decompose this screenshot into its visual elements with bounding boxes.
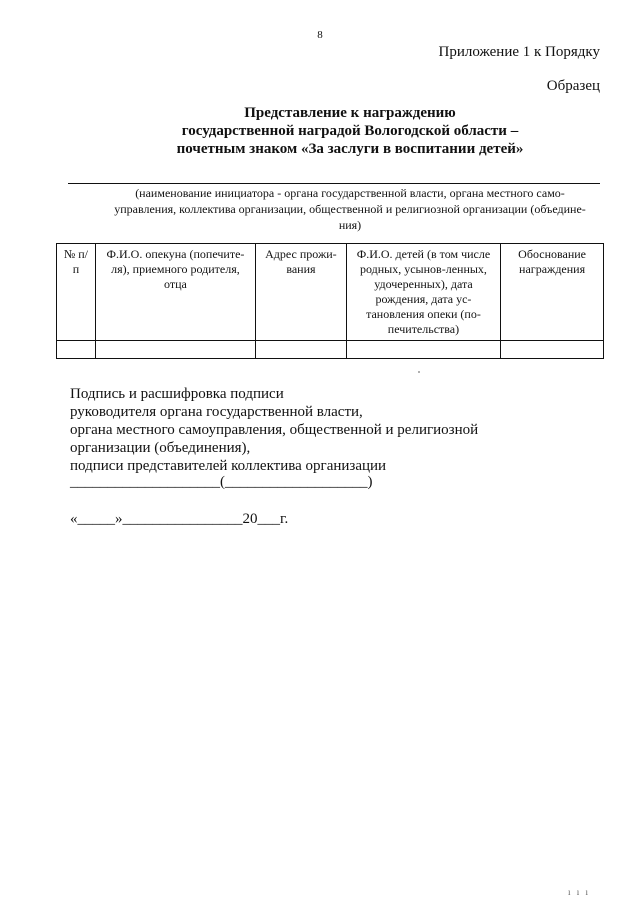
date-blank: «_____»________________20___г. bbox=[70, 511, 289, 527]
header-children-info: Ф.И.О. детей (в том числе родных, усынов-ленных, удочеренных), дата рождения, дата ус-тановления опеки (по-печительства) bbox=[346, 244, 500, 341]
appendix-reference: Приложение 1 к Порядку bbox=[438, 44, 600, 60]
signature-blank: ____________________(___________________) bbox=[70, 474, 373, 490]
signature-line-3: органа местного самоуправления, общественной и религиозной bbox=[70, 422, 479, 438]
page-number: 8 bbox=[317, 29, 323, 41]
title-line-1: Представление к награждению bbox=[244, 105, 456, 121]
signature-line-5: подписи представителей коллектива организации bbox=[70, 458, 387, 474]
signature-line-4: организации (объединения), bbox=[70, 440, 251, 456]
cell-address bbox=[256, 341, 347, 359]
header-address: Адрес прожи-вания bbox=[256, 244, 347, 341]
initiator-fill-line bbox=[68, 183, 600, 184]
header-number: № п/п bbox=[57, 244, 96, 341]
cell-number bbox=[57, 341, 96, 359]
table-row bbox=[57, 341, 604, 359]
title-line-3: почетным знаком «За заслуги в воспитании детей» bbox=[176, 141, 524, 157]
award-table bbox=[56, 243, 604, 359]
initiator-note bbox=[100, 185, 600, 233]
scan-speck bbox=[418, 371, 420, 373]
scan-corner-marks: ı ı ı bbox=[567, 887, 590, 897]
title-line-2: государственной наградой Вологодской области – bbox=[181, 123, 519, 139]
header-award-reason: Обоснование награждения bbox=[501, 244, 604, 341]
table-header-row bbox=[57, 244, 604, 341]
header-guardian-name: Ф.И.О. опекуна (попечите-ля), приемного родителя, отца bbox=[95, 244, 255, 341]
signature-block bbox=[70, 385, 478, 475]
initiator-note-line-2: управления, коллектива организации, общественной и религиозной организации (объедине- bbox=[114, 202, 586, 216]
signature-line-2: руководителя органа государственной власти, bbox=[70, 404, 363, 420]
initiator-note-line-3: ния) bbox=[338, 218, 362, 232]
cell-children-info bbox=[346, 341, 500, 359]
cell-guardian-name bbox=[95, 341, 255, 359]
initiator-note-line-1: (наименование инициатора - органа государственной власти, органа местного само- bbox=[135, 186, 565, 200]
signature-line-1: Подпись и расшифровка подписи bbox=[70, 386, 284, 402]
cell-award-reason bbox=[501, 341, 604, 359]
document-title bbox=[80, 104, 620, 158]
sample-label: Образец bbox=[546, 78, 600, 94]
